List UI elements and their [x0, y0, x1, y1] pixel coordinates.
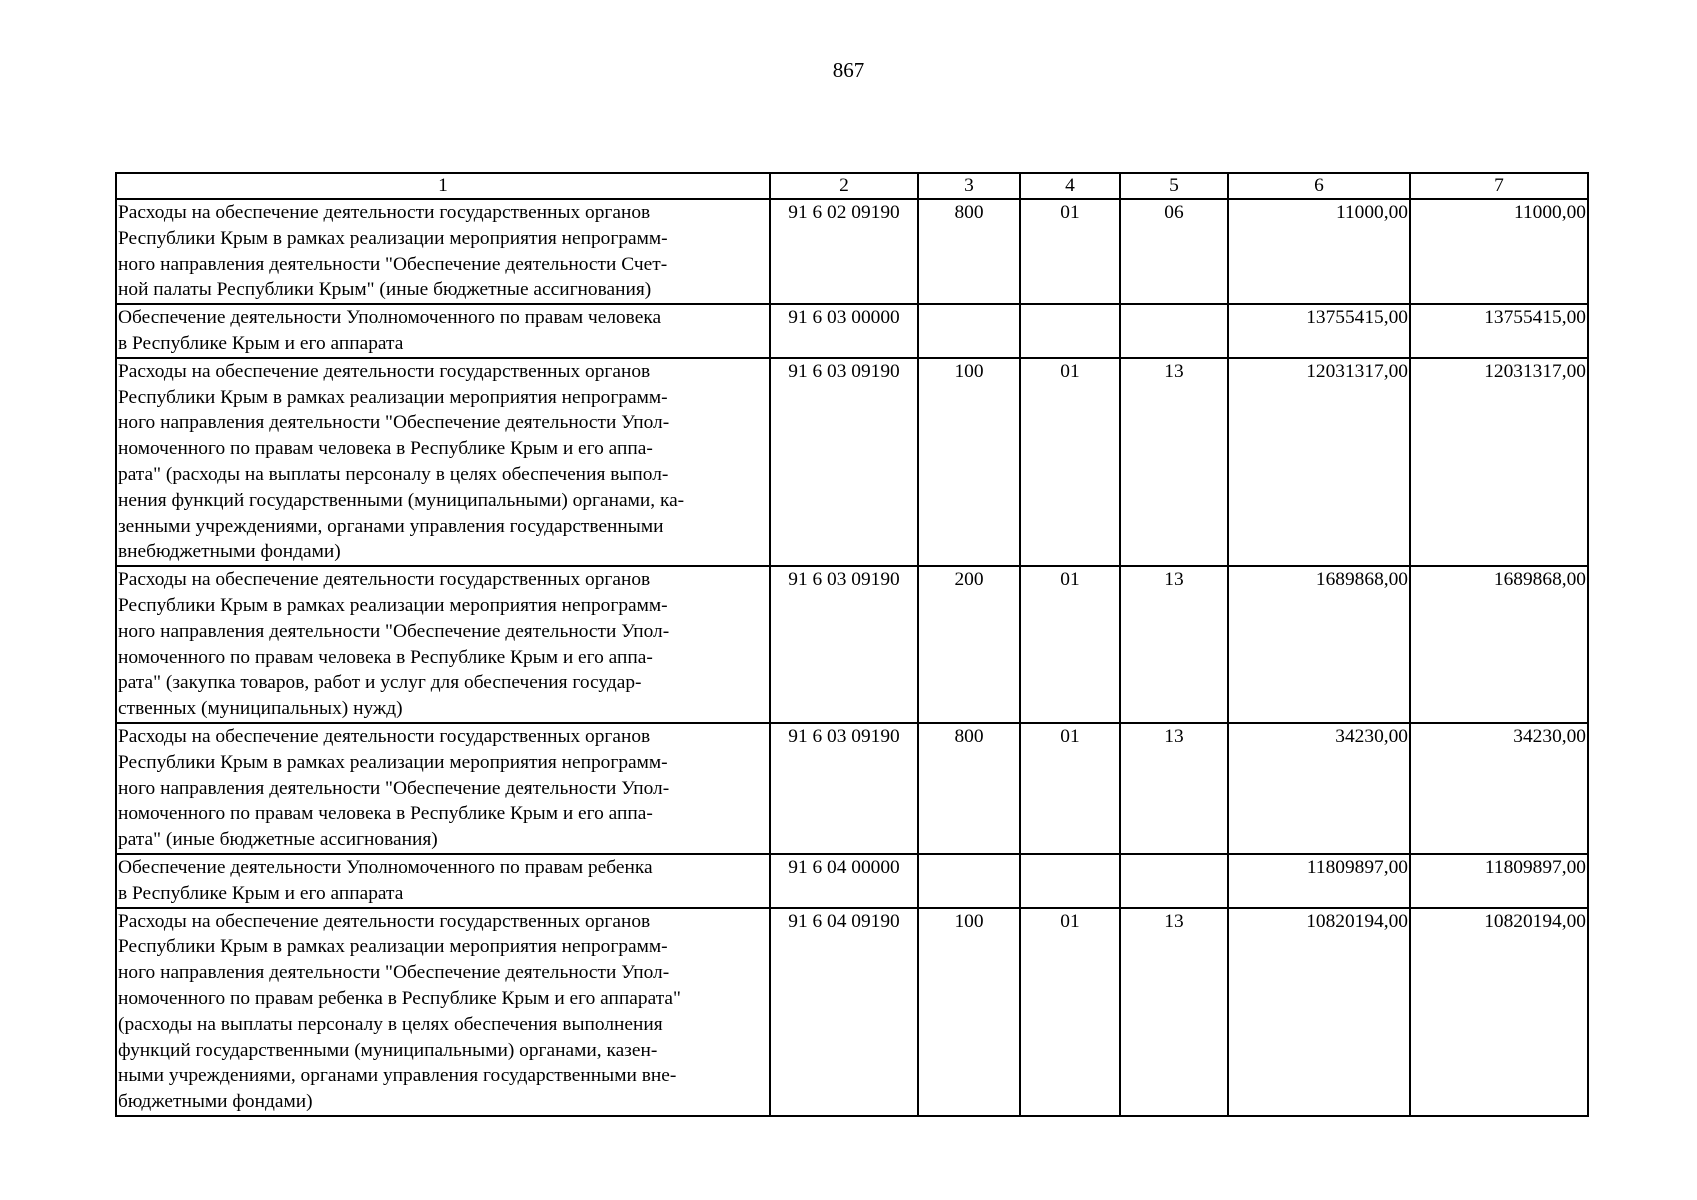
description-line: Расходы на обеспечение деятельности государственных органов — [118, 725, 651, 747]
header-cell: 4 — [1020, 173, 1120, 199]
description-cell — [116, 723, 770, 854]
description-line: номоченного по правам человека в Республике Крым и его аппа- — [118, 803, 653, 825]
section-cell: 01 — [1020, 566, 1120, 723]
description-line: Республики Крым в рамках реализации мероприятия непрограмм- — [118, 751, 668, 773]
page-number: 867 — [832, 58, 865, 82]
expense-type-cell: 200 — [918, 566, 1020, 723]
code-cell: 91 6 03 09190 — [770, 723, 918, 854]
code-cell: 91 6 03 09190 — [770, 358, 918, 566]
description-line: в Республике Крым и его аппарата — [118, 332, 404, 354]
description-cell — [116, 304, 770, 358]
header-cell: 2 — [770, 173, 918, 199]
section-cell: 01 — [1020, 723, 1120, 854]
amount-cell-7: 10820194,00 — [1410, 908, 1588, 1116]
header-cell: 7 — [1410, 173, 1588, 199]
expense-type-cell — [918, 304, 1020, 358]
description-line: Республики Крым в рамках реализации мероприятия непрограмм- — [118, 227, 668, 249]
description-line: ного направления деятельности "Обеспечение деятельности Упол- — [118, 962, 670, 984]
code-cell: 91 6 03 00000 — [770, 304, 918, 358]
subsection-cell: 06 — [1120, 199, 1228, 304]
section-cell: 01 — [1020, 358, 1120, 566]
header-cell: 3 — [918, 173, 1020, 199]
header-cell: 1 — [116, 173, 770, 199]
description-line: ного направления деятельности "Обеспечение деятельности Упол- — [118, 412, 670, 434]
description-cell — [116, 854, 770, 908]
section-cell: 01 — [1020, 908, 1120, 1116]
description-line: номоченного по правам ребенка в Республике Крым и его аппарата" — [118, 987, 681, 1009]
description-cell — [116, 908, 770, 1116]
description-line: номоченного по правам человека в Республике Крым и его аппа- — [118, 646, 653, 668]
description-line: Расходы на обеспечение деятельности государственных органов — [118, 202, 651, 223]
description-line: Обеспечение деятельности Уполномоченного по правам ребенка — [118, 856, 653, 878]
amount-cell-6: 34230,00 — [1228, 723, 1410, 854]
table-row — [116, 566, 1588, 723]
description-line: бюджетными фондами) — [118, 1091, 313, 1113]
amount-cell-6: 11809897,00 — [1228, 854, 1410, 908]
expense-type-cell — [918, 854, 1020, 908]
amount-cell-6: 10820194,00 — [1228, 908, 1410, 1116]
description-line: Республики Крым в рамках реализации мероприятия непрограмм- — [118, 386, 668, 408]
section-cell — [1020, 304, 1120, 358]
description-line: ного направления деятельности "Обеспечение деятельности Упол- — [118, 620, 670, 642]
amount-cell-7: 1689868,00 — [1410, 566, 1588, 723]
subsection-cell: 13 — [1120, 566, 1228, 723]
table-row — [116, 854, 1588, 908]
expense-type-cell: 800 — [918, 723, 1020, 854]
amount-cell-6: 13755415,00 — [1228, 304, 1410, 358]
expense-type-cell: 100 — [918, 908, 1020, 1116]
section-cell — [1020, 854, 1120, 908]
table-header-row — [116, 173, 1588, 199]
description-line: Республики Крым в рамках реализации мероприятия непрограмм- — [118, 936, 668, 958]
description-line: номоченного по правам человека в Республике Крым и его аппа- — [118, 438, 653, 460]
amount-cell-6: 12031317,00 — [1228, 358, 1410, 566]
description-cell — [116, 199, 770, 304]
description-line: Расходы на обеспечение деятельности государственных органов — [118, 910, 651, 932]
table-row — [116, 723, 1588, 854]
description-line: ного направления деятельности "Обеспечение деятельности Упол- — [118, 777, 670, 799]
expense-type-cell: 800 — [918, 199, 1020, 304]
description-line: рата" (закупка товаров, работ и услуг для обеспечения государ- — [118, 672, 642, 694]
description-line: (расходы на выплаты персоналу в целях обеспечения выполнения — [118, 1013, 663, 1035]
table-row — [116, 199, 1588, 304]
subsection-cell: 13 — [1120, 908, 1228, 1116]
code-cell: 91 6 02 09190 — [770, 199, 918, 304]
subsection-cell: 13 — [1120, 358, 1228, 566]
code-cell: 91 6 03 09190 — [770, 566, 918, 723]
description-cell — [116, 566, 770, 723]
amount-cell-7: 11000,00 — [1410, 199, 1588, 304]
expense-type-cell: 100 — [918, 358, 1020, 566]
description-line: ного направления деятельности "Обеспечение деятельности Счет- — [118, 253, 668, 275]
description-cell — [116, 358, 770, 566]
subsection-cell — [1120, 854, 1228, 908]
amount-cell-7: 13755415,00 — [1410, 304, 1588, 358]
table-row — [116, 304, 1588, 358]
description-line: Расходы на обеспечение деятельности государственных органов — [118, 360, 651, 382]
description-line: Расходы на обеспечение деятельности государственных органов — [118, 569, 651, 591]
description-line: рата" (иные бюджетные ассигнования) — [118, 829, 438, 851]
description-line: ственных (муниципальных) нужд) — [118, 698, 403, 720]
header-cell: 6 — [1228, 173, 1410, 199]
description-line: рата" (расходы на выплаты персоналу в целях обеспечения выпол- — [118, 463, 669, 485]
description-line: ной палаты Республики Крым" (иные бюджетные ассигнования) — [118, 279, 652, 301]
table-row — [116, 908, 1588, 1116]
amount-cell-6: 1689868,00 — [1228, 566, 1410, 723]
code-cell: 91 6 04 09190 — [770, 908, 918, 1116]
description-line: зенными учреждениями, органами управления государственными — [118, 515, 664, 537]
subsection-cell: 13 — [1120, 723, 1228, 854]
table-row — [116, 358, 1588, 566]
amount-cell-6: 11000,00 — [1228, 199, 1410, 304]
description-line: в Республике Крым и его аппарата — [118, 882, 404, 904]
description-line: функций государственными (муниципальными) органами, казен- — [118, 1039, 658, 1061]
description-line: нения функций государственными (муниципальными) органами, ка- — [118, 489, 685, 511]
description-line: Обеспечение деятельности Уполномоченного по правам человека — [118, 307, 662, 329]
description-line: ными учреждениями, органами управления государственными вне- — [118, 1065, 677, 1087]
header-cell: 5 — [1120, 173, 1228, 199]
subsection-cell — [1120, 304, 1228, 358]
amount-cell-7: 34230,00 — [1410, 723, 1588, 854]
description-line: внебюджетными фондами) — [118, 541, 341, 563]
amount-cell-7: 12031317,00 — [1410, 358, 1588, 566]
code-cell: 91 6 04 00000 — [770, 854, 918, 908]
budget-table — [115, 172, 1589, 1117]
description-line: Республики Крым в рамках реализации мероприятия непрограмм- — [118, 594, 668, 616]
section-cell: 01 — [1020, 199, 1120, 304]
amount-cell-7: 11809897,00 — [1410, 854, 1588, 908]
